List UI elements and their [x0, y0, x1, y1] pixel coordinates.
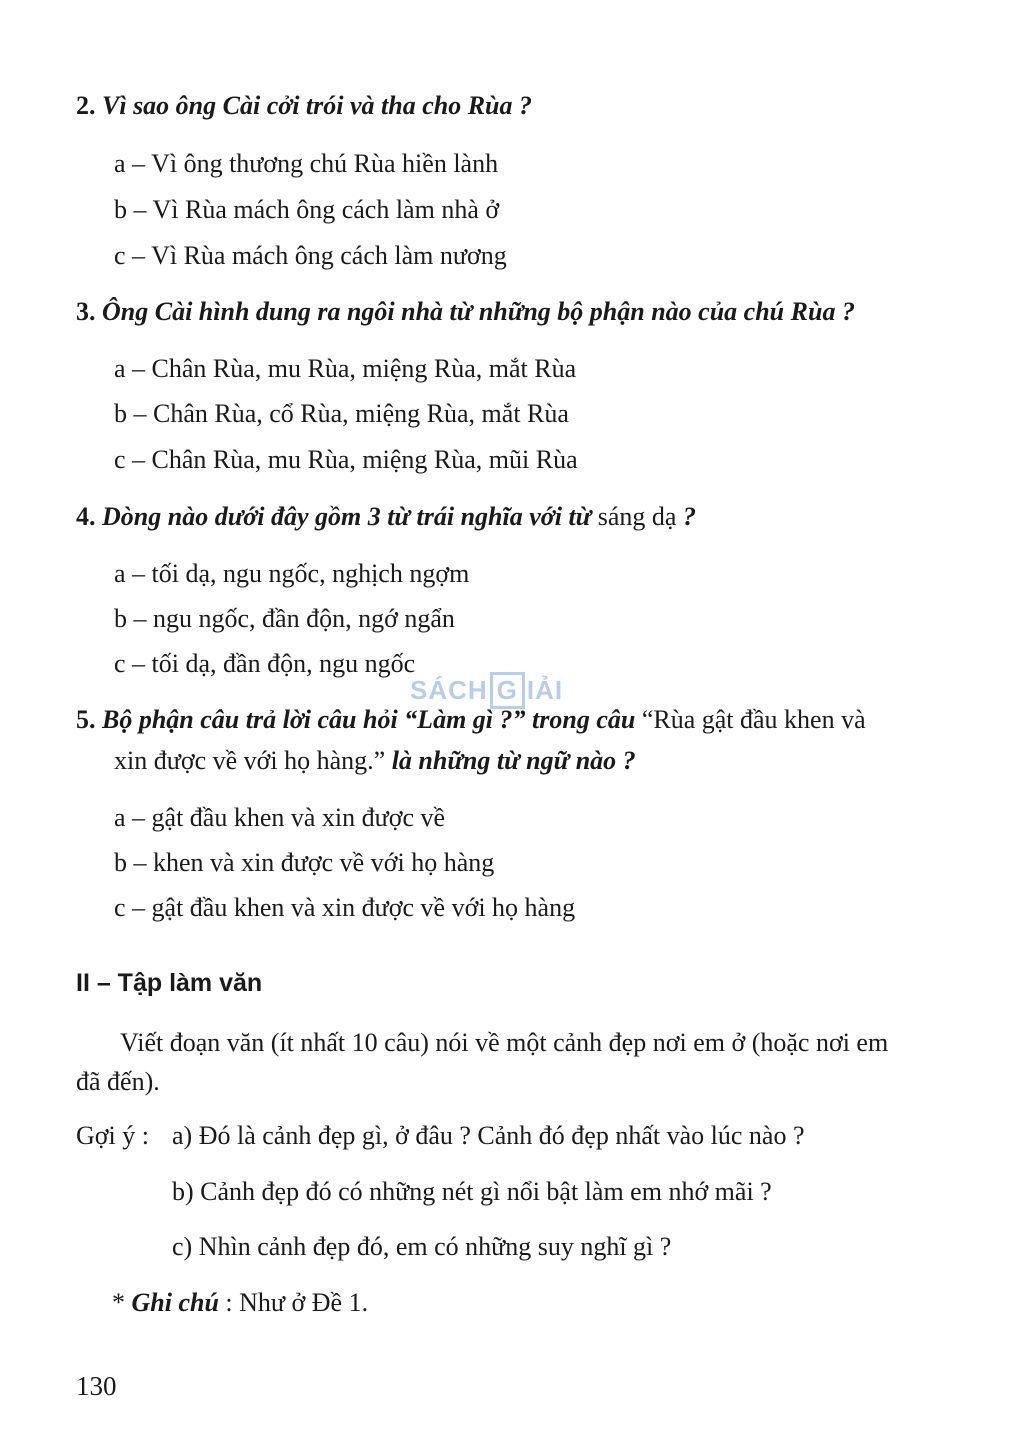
- question-3-option-c: c – Chân Rùa, mu Rùa, miệng Rùa, mũi Rùa: [114, 445, 578, 474]
- question-5-number: 5.: [76, 705, 96, 734]
- question-4-option-c: c – tối dạ, đần độn, ngu ngốc: [114, 649, 416, 678]
- question-4: [76, 501, 696, 533]
- question-2-option-a: a – Vì ông thương chú Rùa hiền lành: [114, 149, 499, 178]
- note-text: : Như ở Đề 1.: [225, 1288, 369, 1317]
- question-3-option-b: b – Chân Rùa, cổ Rùa, miệng Rùa, mắt Rùa: [114, 399, 569, 428]
- question-5-quote-end: xin được về với họ hàng.”: [114, 746, 386, 775]
- question-5-text-end: là những từ ngữ nào ?: [391, 746, 636, 775]
- question-3-text: Ông Cài hình dung ra ngôi nhà từ những bộ phận nào của chú Rùa ?: [102, 297, 855, 326]
- watermark-logo: SÁCH G IẢI: [410, 672, 563, 709]
- writing-prompt-line-2: đã đến).: [76, 1067, 160, 1096]
- question-2-text: Vì sao ông Cài cởi trói và tha cho Rùa ?: [102, 91, 533, 120]
- hint-a: a) Đó là cảnh đẹp gì, ở đâu ? Cảnh đó đẹp nhất vào lúc nào ?: [172, 1121, 805, 1150]
- question-2-number: 2.: [76, 91, 96, 120]
- question-5-continued: [114, 745, 636, 777]
- question-5-text: Bộ phận câu trả lời câu hỏi “Làm gì ?” trong câu: [102, 705, 636, 734]
- question-4-text-end: ?: [682, 502, 696, 531]
- question-4-keyword: sáng dạ: [597, 502, 677, 531]
- question-4-option-b: b – ngu ngốc, đần độn, ngớ ngẩn: [114, 604, 455, 633]
- question-3-number: 3.: [76, 297, 96, 326]
- hint-b: b) Cảnh đẹp đó có những nét gì nổi bật làm em nhớ mãi ?: [172, 1177, 772, 1206]
- question-4-text: Dòng nào dưới đây gồm 3 từ trái nghĩa với từ: [102, 502, 592, 531]
- writing-prompt-line-1: Viết đoạn văn (ít nhất 10 câu) nói về một cảnh đẹp nơi em ở (hoặc nơi em: [120, 1028, 889, 1057]
- hint-c: c) Nhìn cảnh đẹp đó, em có những suy nghĩ gì ?: [172, 1232, 672, 1261]
- note: [112, 1287, 368, 1319]
- question-2: [76, 90, 532, 122]
- question-5: [76, 704, 866, 736]
- question-5-option-a: a – gật đầu khen và xin được về: [114, 803, 446, 832]
- question-3: [76, 296, 855, 328]
- question-2-option-c: c – Vì Rùa mách ông cách làm nương: [114, 241, 507, 270]
- question-4-option-a: a – tối dạ, ngu ngốc, nghịch ngợm: [114, 559, 470, 588]
- hint-label: Gợi ý :: [76, 1121, 149, 1150]
- question-4-number: 4.: [76, 502, 96, 531]
- note-star: *: [112, 1288, 125, 1317]
- section-heading: II – Tập làm văn: [76, 969, 263, 997]
- page-number: 130: [76, 1371, 117, 1401]
- question-3-option-a: a – Chân Rùa, mu Rùa, miệng Rùa, mắt Rùa: [114, 354, 577, 383]
- question-5-option-c: c – gật đầu khen và xin được về với họ hàng: [114, 893, 576, 922]
- question-5-quote-start: “Rùa gật đầu khen và: [641, 705, 866, 734]
- question-5-option-b: b – khen và xin được về với họ hàng: [114, 848, 495, 877]
- note-label: Ghi chú: [131, 1288, 219, 1317]
- question-2-option-b: b – Vì Rùa mách ông cách làm nhà ở: [114, 195, 500, 224]
